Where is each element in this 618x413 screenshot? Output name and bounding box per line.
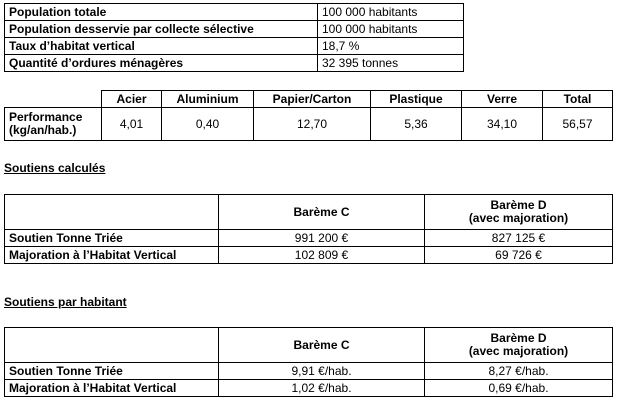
summary-label: Population desservie par collecte sélective — [5, 21, 318, 38]
column-header-bareme-c: Barème C — [219, 195, 425, 230]
summary-label: Population totale — [5, 4, 318, 21]
section-title: Soutiens calculés — [4, 161, 106, 175]
summary-value: 100 000 habitants — [318, 4, 464, 21]
column-header: Papier/Carton — [254, 91, 371, 108]
column-header: Plastique — [371, 91, 462, 108]
table-cell: 56,57 — [543, 108, 613, 141]
empty-corner-cell — [5, 328, 219, 363]
table-row — [5, 55, 464, 72]
table-cell: 827 125 € — [425, 230, 613, 247]
summary-value: 100 000 habitants — [318, 21, 464, 38]
row-label: Majoration à l’Habitat Vertical — [5, 380, 219, 397]
table-cell: 8,27 €/hab. — [425, 363, 613, 380]
soutiens-calcules-table — [4, 194, 613, 264]
column-header-bareme-c: Barème C — [219, 328, 425, 363]
summary-value: 18,7 % — [318, 38, 464, 55]
table-row — [5, 4, 464, 21]
table-cell: 1,02 €/hab. — [219, 380, 425, 397]
summary-value: 32 395 tonnes — [318, 55, 464, 72]
performance-table — [4, 90, 613, 141]
column-header: Verre — [462, 91, 543, 108]
row-label: Majoration à l’Habitat Vertical — [5, 247, 219, 264]
table-row — [5, 380, 613, 397]
section-title: Soutiens par habitant — [4, 295, 127, 309]
table-cell: 69 726 € — [425, 247, 613, 264]
row-label: Soutien Tonne Triée — [5, 363, 219, 380]
table-header-row — [5, 195, 613, 230]
table-row — [5, 38, 464, 55]
table-header-row — [5, 328, 613, 363]
table-cell: 102 809 € — [219, 247, 425, 264]
table-cell: 5,36 — [371, 108, 462, 141]
table-cell: 4,01 — [102, 108, 162, 141]
header-line: (avec majoration) — [468, 211, 569, 225]
table-cell: 0,69 €/hab. — [425, 380, 613, 397]
table-row — [5, 363, 613, 380]
summary-table — [4, 3, 464, 72]
column-header: Acier — [102, 91, 162, 108]
table-row — [5, 21, 464, 38]
table-cell: 991 200 € — [219, 230, 425, 247]
header-line: (avec majoration) — [468, 344, 569, 358]
table-cell: 0,40 — [162, 108, 254, 141]
table-header-row — [5, 91, 613, 108]
empty-corner-cell — [5, 195, 219, 230]
column-header-bareme-d — [425, 328, 613, 363]
table-cell: 12,70 — [254, 108, 371, 141]
header-line: Barème D — [490, 198, 547, 212]
table-row — [5, 247, 613, 264]
table-cell: 9,91 €/hab. — [219, 363, 425, 380]
column-header-bareme-d — [425, 195, 613, 230]
table-row — [5, 230, 613, 247]
row-label: Soutien Tonne Triée — [5, 230, 219, 247]
header-line: Barème D — [490, 331, 547, 345]
row-label: Performance (kg/an/hab.) — [5, 108, 102, 141]
table-cell: 34,10 — [462, 108, 543, 141]
summary-label: Quantité d’ordures ménagères — [5, 55, 318, 72]
table-row — [5, 108, 613, 141]
summary-label: Taux d’habitat vertical — [5, 38, 318, 55]
empty-corner-cell — [5, 91, 102, 108]
column-header: Aluminium — [162, 91, 254, 108]
column-header: Total — [543, 91, 613, 108]
soutiens-habitant-table — [4, 327, 613, 397]
